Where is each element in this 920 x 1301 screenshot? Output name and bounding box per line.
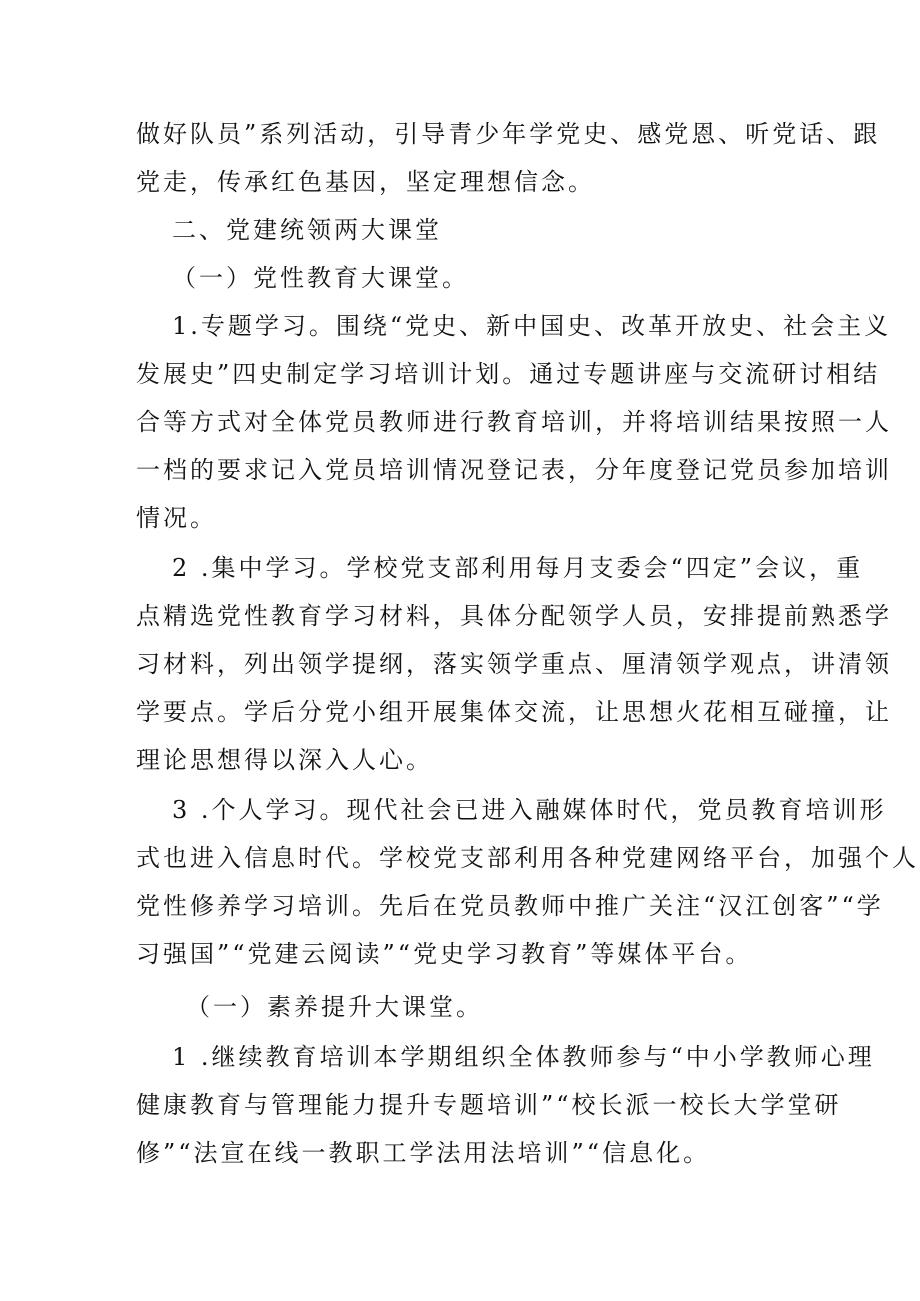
text-line: 党走，传承红色基因，坚定理想信念。 [136,168,595,196]
text-line: 1 .继续教育培训本学期组织全体教师参与“中小学教师心理 [172,1043,875,1071]
text-line: 修”“法宣在线一教职工学法用法培训”“信息化。 [136,1139,711,1167]
subsection-heading: （一）党性教育大课堂。 [172,264,469,292]
section-heading: 二、党建统领两大课堂 [172,216,442,244]
text-line: 习强国”“党建云阅读”“党史学习教育”等媒体平台。 [136,940,753,968]
subsection-heading: （一）素养提升大课堂。 [186,993,483,1021]
text-line: 理论思想得以深入人心。 [136,746,433,774]
text-line: 1.专题学习。围绕“党史、新中国史、改革开放史、社会主义 [172,312,892,340]
text-line: 做好队员”系列活动，引导青少年学党史、感党恩、听党话、跟 [136,120,881,148]
text-line: 2 .集中学习。学校党支部利用每月支委会“四定”会议，重 [172,554,864,582]
text-line: 点精选党性教育学习材料，具体分配领学人员，安排提前熟悉学 [136,602,892,630]
text-line: 式也进入信息时代。学校党支部利用各种党建网络平台，加强个人 [136,844,919,872]
text-line: 合等方式对全体党员教师进行教育培训，并将培训结果按照一人 [136,408,892,436]
text-line: 健康教育与管理能力提升专题培训”“校长派一校长大学堂研 [136,1091,842,1119]
text-line: 情况。 [136,504,217,532]
text-line: 习材料，列出领学提纲，落实领学重点、厘清领学观点，讲清领 [136,650,892,678]
text-line: 一档的要求记入党员培训情况登记表，分年度登记党员参加培训 [136,456,892,484]
text-line: 3 .个人学习。现代社会已进入融媒体时代，党员教育培训形 [172,796,887,824]
text-line: 学要点。学后分党小组开展集体交流，让思想火花相互碰撞，让 [136,698,892,726]
text-line: 党性修养学习培训。先后在党员教师中推广关注“汉江创客”“学 [136,892,884,920]
text-line: 发展史”四史制定学习培训计划。通过专题讲座与交流研讨相结 [136,360,881,388]
